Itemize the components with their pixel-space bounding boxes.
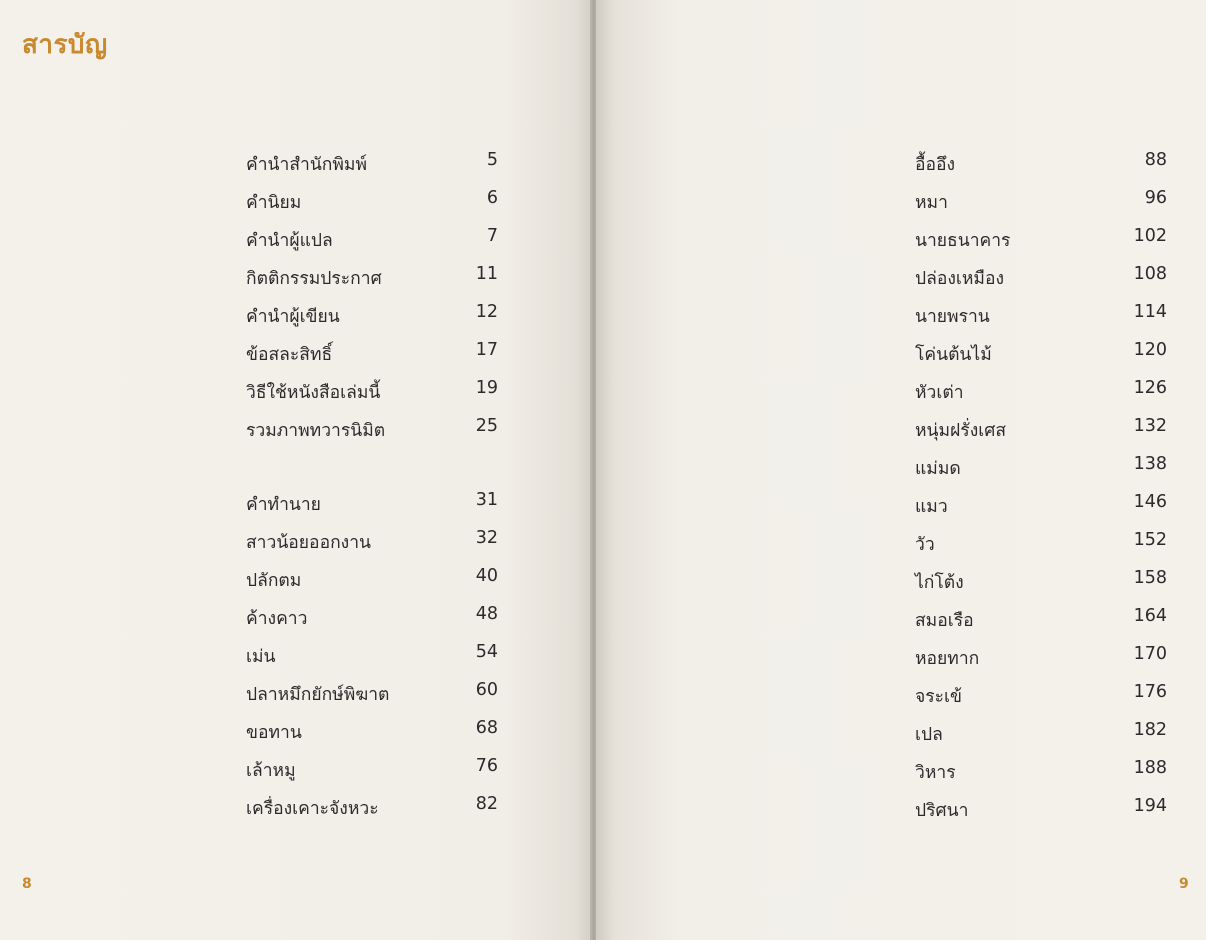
toc-entry [246,302,498,332]
page-number-right: 9 [1179,876,1189,892]
toc-entry-page: 6 [486,188,498,208]
toc-entry-page: 108 [1133,264,1167,284]
toc-entry [246,340,498,370]
toc-entry-page: 17 [475,340,498,360]
toc-entry-page: 96 [1144,188,1167,208]
toc-entry-page: 48 [475,604,498,624]
toc-entry-title: กิตติกรรมประกาศ [246,269,382,289]
toc-entry-page: 76 [475,756,498,776]
toc-entry-title: เปล [915,725,943,745]
toc-entry [246,680,498,710]
toc-entry-title: ไก่โต้ง [915,573,964,593]
toc-entry-page: 7 [486,226,498,246]
toc-entry [246,756,498,786]
toc-entry-page: 152 [1133,530,1167,550]
toc-entry-title: วิหาร [915,763,956,783]
toc-entry [246,150,498,180]
toc-entry-title: เม่น [246,647,276,667]
toc-entry-page: 25 [475,416,498,436]
toc-entry-page: 132 [1133,416,1167,436]
toc-entry [246,378,498,408]
toc-entry [915,682,1167,712]
toc-entry-title: ปริศนา [915,801,969,821]
toc-entry-title: อื้ออึง [915,155,956,175]
toc-entry-title: จระเข้ [915,687,962,707]
toc-entry [246,416,498,446]
toc-entry [246,528,498,558]
toc-entry-title: ปลาหมึกยักษ์พิฆาต [246,685,390,705]
toc-entry-title: สาวน้อยออกงาน [246,533,372,553]
toc-entry-title: วิธีใช้หนังสือเล่มนี้ [246,383,381,403]
toc-entry-page: 102 [1133,226,1167,246]
toc-entry-page: 40 [475,566,498,586]
toc-entry-title: เล้าหมู [246,761,296,781]
toc-entry-title: ปลักตม [246,571,302,591]
toc-entry [246,490,498,520]
toc-entry-title: คำนำผู้เขียน [246,307,340,327]
toc-entry-page: 60 [475,680,498,700]
toc-entry [915,644,1167,674]
toc-entry-title: แม่มด [915,459,961,479]
toc-entry-title: คำนำสำนักพิมพ์ [246,155,367,175]
toc-entry-page: 176 [1133,682,1167,702]
toc-entry [246,226,498,256]
toc-entry-page: 146 [1133,492,1167,512]
toc-entry [915,454,1167,484]
page-number-left: 8 [22,876,32,892]
toc-entry-title: คำทำนาย [246,495,321,515]
toc-entry-page: 54 [475,642,498,662]
toc-entry-page: 188 [1133,758,1167,778]
toc-entry-title: ข้อสละสิทธิ์ [246,345,333,365]
toc-entry-title: หมา [915,193,948,213]
toc-entry [915,150,1167,180]
toc-entry-page: 158 [1133,568,1167,588]
toc-entry [915,758,1167,788]
toc-entry [915,226,1167,256]
toc-entry-page: 120 [1133,340,1167,360]
toc-entry [915,568,1167,598]
toc-entry-page: 12 [475,302,498,322]
toc-entry-page: 170 [1133,644,1167,664]
toc-entry [915,796,1167,826]
toc-entry [246,264,498,294]
toc-entry-page: 194 [1133,796,1167,816]
toc-entry-page: 164 [1133,606,1167,626]
toc-entry-title: วัว [915,535,935,555]
toc-entry-page: 82 [475,794,498,814]
toc-entry [915,378,1167,408]
toc-entry-page: 11 [475,264,498,284]
toc-entry-title: โค่นต้นไม้ [915,345,992,365]
toc-entry [915,302,1167,332]
toc-entry [246,794,498,824]
toc-entry-page: 68 [475,718,498,738]
toc-entry-title: หนุ่มฝรั่งเศส [915,421,1007,441]
toc-entry [915,606,1167,636]
toc-entry-title: รวมภาพทวารนิมิต [246,421,386,441]
toc-entry [915,530,1167,560]
toc-entry-title: เครื่องเคาะจังหวะ [246,799,379,819]
toc-entry-title: คำนำผู้แปล [246,231,333,251]
section-title: สารบัญ [22,30,108,60]
toc-entry-page: 88 [1144,150,1167,170]
toc-entry [915,340,1167,370]
toc-entry-title: ค้างคาว [246,609,308,629]
toc-entry-title: คำนิยม [246,193,302,213]
toc-entry [246,604,498,634]
toc-entry-page: 138 [1133,454,1167,474]
toc-entry [246,642,498,672]
toc-entry [915,416,1167,446]
toc-entry [915,264,1167,294]
toc-entry [915,188,1167,218]
toc-entry [246,718,498,748]
toc-entry [915,492,1167,522]
toc-entry-page: 5 [486,150,498,170]
toc-entry-title: หอยทาก [915,649,980,669]
toc-entry-title: สมอเรือ [915,611,974,631]
toc-entry-page: 126 [1133,378,1167,398]
toc-entry-page: 114 [1133,302,1167,322]
toc-entry [246,188,498,218]
toc-entry [915,720,1167,750]
toc-entry-title: นายธนาคาร [915,231,1011,251]
toc-entry-title: นายพราน [915,307,990,327]
toc-entry [246,566,498,596]
toc-entry-title: แมว [915,497,948,517]
toc-entry-title: ปล่องเหมือง [915,269,1004,289]
toc-entry-title: หัวเต่า [915,383,964,403]
toc-entry-page: 182 [1133,720,1167,740]
toc-entry-title: ขอทาน [246,723,302,743]
toc-entry-page: 31 [475,490,498,510]
toc-entry-page: 19 [475,378,498,398]
toc-entry-page: 32 [475,528,498,548]
